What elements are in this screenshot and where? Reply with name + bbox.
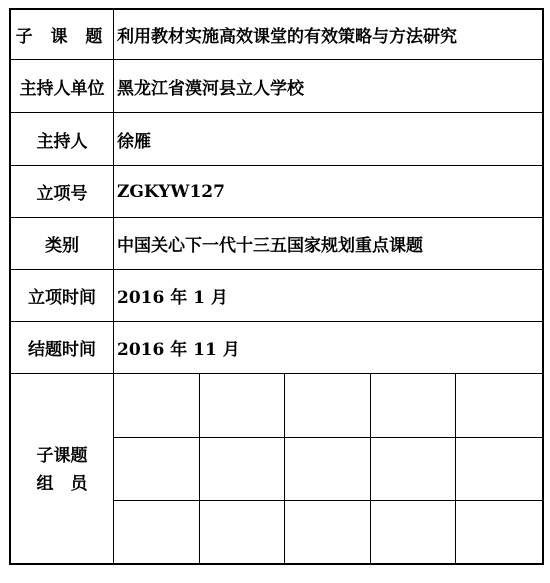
host-value: 徐雁 (117, 131, 151, 152)
subproject-title-label: 子 课 题 (11, 10, 114, 59)
member-cell (371, 501, 457, 565)
project-info-form (9, 8, 544, 565)
members-label-line1: 子课题 (36, 445, 88, 466)
host-unit-value: 黑龙江省漠河县立人学校 (117, 78, 304, 99)
subproject-title-value: 利用教材实施高效课堂的有效策略与方法研究 (117, 27, 457, 47)
category-label: 类别 (11, 218, 114, 269)
host-label: 主持人 (11, 113, 114, 165)
approval-date-label: 立项时间 (11, 270, 114, 321)
member-cell (285, 501, 371, 565)
members-grid (114, 374, 542, 565)
members-row (11, 374, 542, 565)
category-value: 中国关心下一代十三五国家规划重点课题 (117, 236, 423, 256)
completion-date-row (11, 322, 542, 374)
project-number-row (11, 166, 542, 218)
completion-date-value: 2016 年 11 月 (117, 340, 240, 360)
members-label (11, 374, 114, 565)
member-cell (285, 438, 371, 502)
members-label-line2: 组 员 (36, 473, 88, 494)
approval-date-row (11, 270, 542, 322)
member-cell (114, 374, 200, 438)
member-cell (114, 501, 200, 565)
host-unit-label: 主持人单位 (11, 60, 114, 112)
host-row (11, 113, 542, 166)
member-cell (456, 438, 542, 502)
subproject-title-row (11, 10, 542, 60)
member-cell (200, 438, 286, 502)
approval-date-value: 2016 年 1 月 (117, 288, 228, 308)
member-cell (371, 374, 457, 438)
member-cell (200, 374, 286, 438)
completion-date-label: 结题时间 (11, 322, 114, 373)
member-cell (114, 438, 200, 502)
member-cell (200, 501, 286, 565)
member-cell (456, 374, 542, 438)
member-cell (371, 438, 457, 502)
category-row (11, 218, 542, 270)
member-cell (285, 374, 371, 438)
host-unit-row (11, 60, 542, 113)
member-cell (456, 501, 542, 565)
project-number-value: ZGKYW127 (117, 181, 225, 202)
project-number-label: 立项号 (11, 166, 114, 217)
